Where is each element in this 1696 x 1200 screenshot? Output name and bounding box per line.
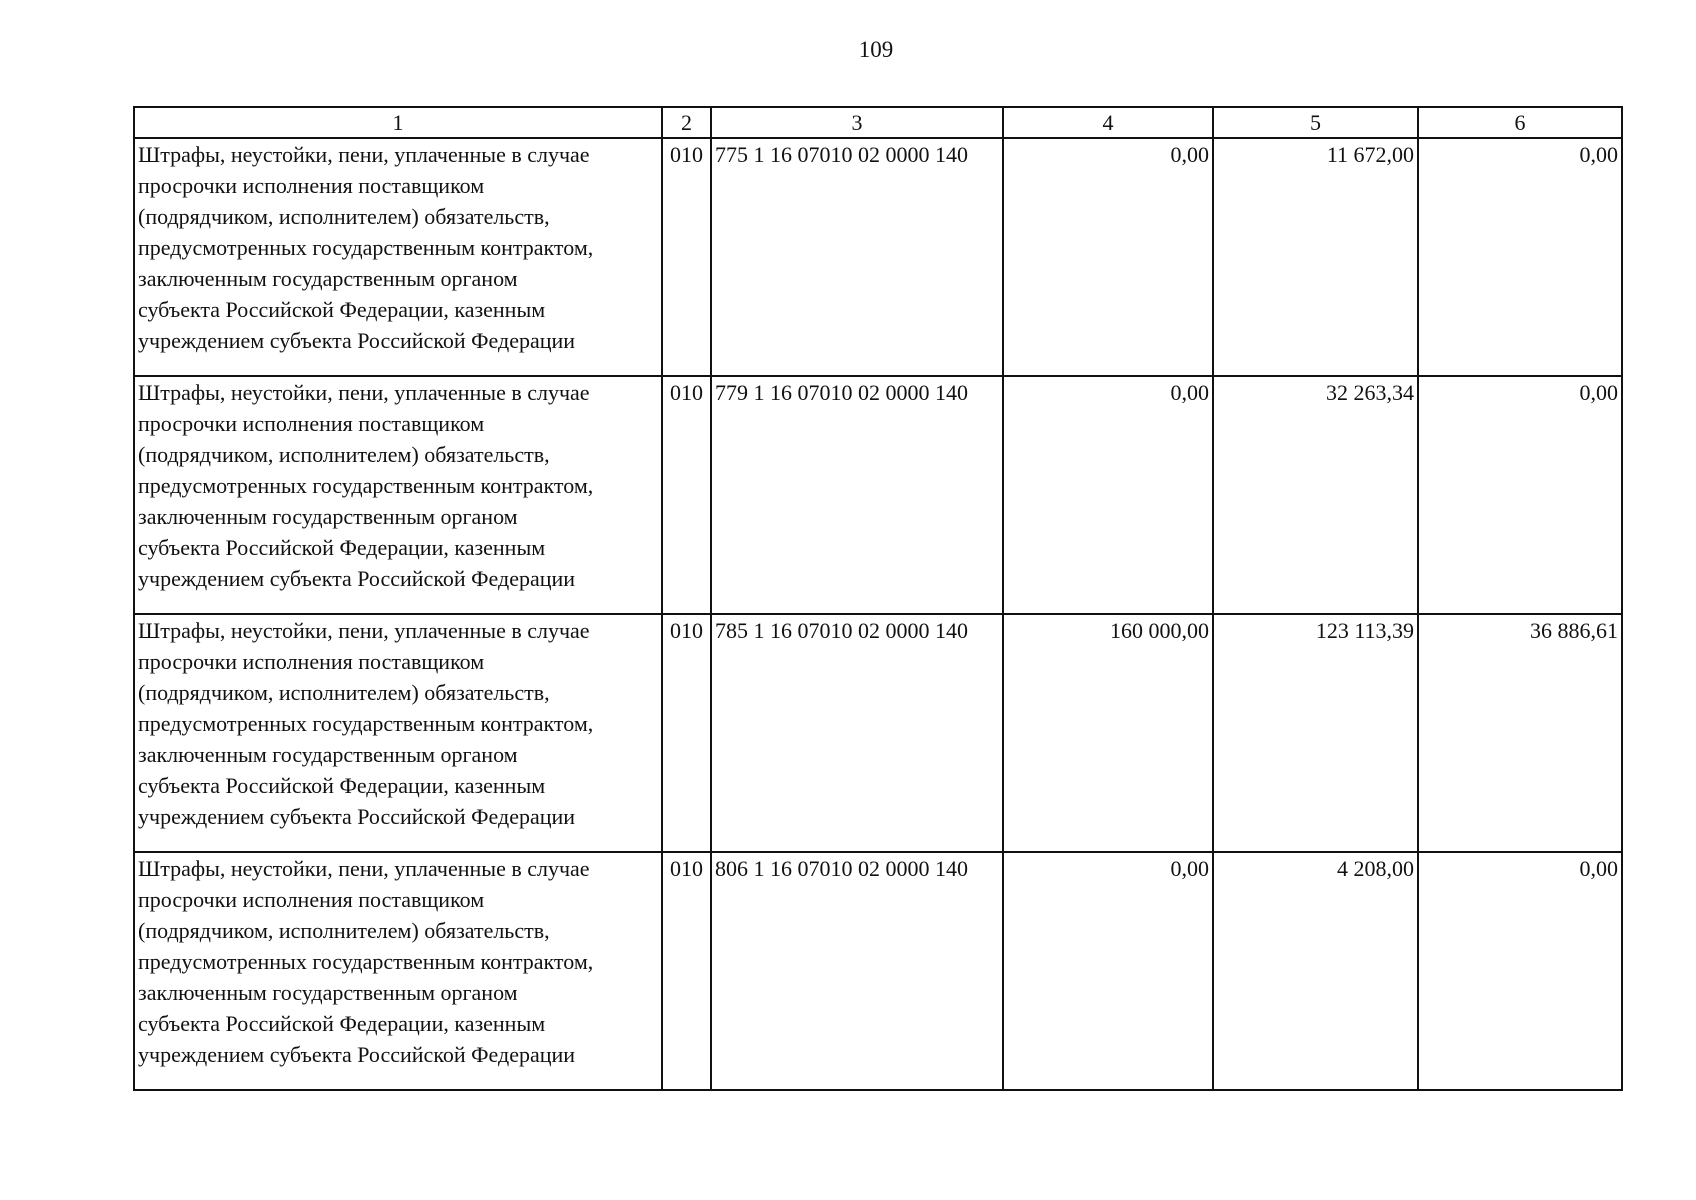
report-table bbox=[133, 106, 1623, 1091]
table-row bbox=[134, 852, 1622, 1090]
table-row bbox=[134, 376, 1622, 614]
row-description-text: Штрафы, неустойки, пени, уплаченные в случае просрочки исполнения поставщиком (подрядчиком, исполнителем) обязательств, предусмотренных государственным контрактом, заключенным государственным органом субъекта Российской Федерации, казенным учреждением субъекта Российской Федерации bbox=[138, 142, 594, 353]
row-value-col6: 0,00 bbox=[1418, 376, 1622, 614]
row-value-col4: 0,00 bbox=[1003, 852, 1213, 1090]
table-header-row bbox=[134, 107, 1622, 138]
column-header: 2 bbox=[662, 107, 711, 138]
row-description bbox=[134, 852, 662, 1090]
column-header: 4 bbox=[1003, 107, 1213, 138]
column-header: 5 bbox=[1213, 107, 1418, 138]
row-description bbox=[134, 614, 662, 852]
row-value-col6: 0,00 bbox=[1418, 138, 1622, 376]
row-budget-code: 806 1 16 07010 02 0000 140 bbox=[711, 852, 1003, 1090]
row-description-text: Штрафы, неустойки, пени, уплаченные в случае просрочки исполнения поставщиком (подрядчиком, исполнителем) обязательств, предусмотренных государственным контрактом, заключенным государственным органом субъекта Российской Федерации, казенным учреждением субъекта Российской Федерации bbox=[138, 380, 594, 591]
row-line-code: 010 bbox=[662, 852, 711, 1090]
row-value-col5: 32 263,34 bbox=[1213, 376, 1418, 614]
row-value-col6: 36 886,61 bbox=[1418, 614, 1622, 852]
row-description-text: Штрафы, неустойки, пени, уплаченные в случае просрочки исполнения поставщиком (подрядчиком, исполнителем) обязательств, предусмотренных государственным контрактом, заключенным государственным органом субъекта Российской Федерации, казенным учреждением субъекта Российской Федерации bbox=[138, 856, 594, 1067]
row-line-code: 010 bbox=[662, 138, 711, 376]
row-description-text: Штрафы, неустойки, пени, уплаченные в случае просрочки исполнения поставщиком (подрядчиком, исполнителем) обязательств, предусмотренных государственным контрактом, заключенным государственным органом субъекта Российской Федерации, казенным учреждением субъекта Российской Федерации bbox=[138, 618, 594, 829]
table-row bbox=[134, 138, 1622, 376]
table-row bbox=[134, 614, 1622, 852]
page-number: 109 bbox=[858, 37, 894, 62]
column-header: 3 bbox=[711, 107, 1003, 138]
row-description bbox=[134, 138, 662, 376]
row-value-col6: 0,00 bbox=[1418, 852, 1622, 1090]
row-value-col4: 0,00 bbox=[1003, 138, 1213, 376]
row-line-code: 010 bbox=[662, 614, 711, 852]
row-value-col5: 4 208,00 bbox=[1213, 852, 1418, 1090]
row-value-col4: 0,00 bbox=[1003, 376, 1213, 614]
row-value-col5: 123 113,39 bbox=[1213, 614, 1418, 852]
row-line-code: 010 bbox=[662, 376, 711, 614]
column-header: 6 bbox=[1418, 107, 1622, 138]
row-budget-code: 785 1 16 07010 02 0000 140 bbox=[711, 614, 1003, 852]
row-description bbox=[134, 376, 662, 614]
row-value-col5: 11 672,00 bbox=[1213, 138, 1418, 376]
row-budget-code: 779 1 16 07010 02 0000 140 bbox=[711, 376, 1003, 614]
column-header: 1 bbox=[134, 107, 662, 138]
row-budget-code: 775 1 16 07010 02 0000 140 bbox=[711, 138, 1003, 376]
row-value-col4: 160 000,00 bbox=[1003, 614, 1213, 852]
